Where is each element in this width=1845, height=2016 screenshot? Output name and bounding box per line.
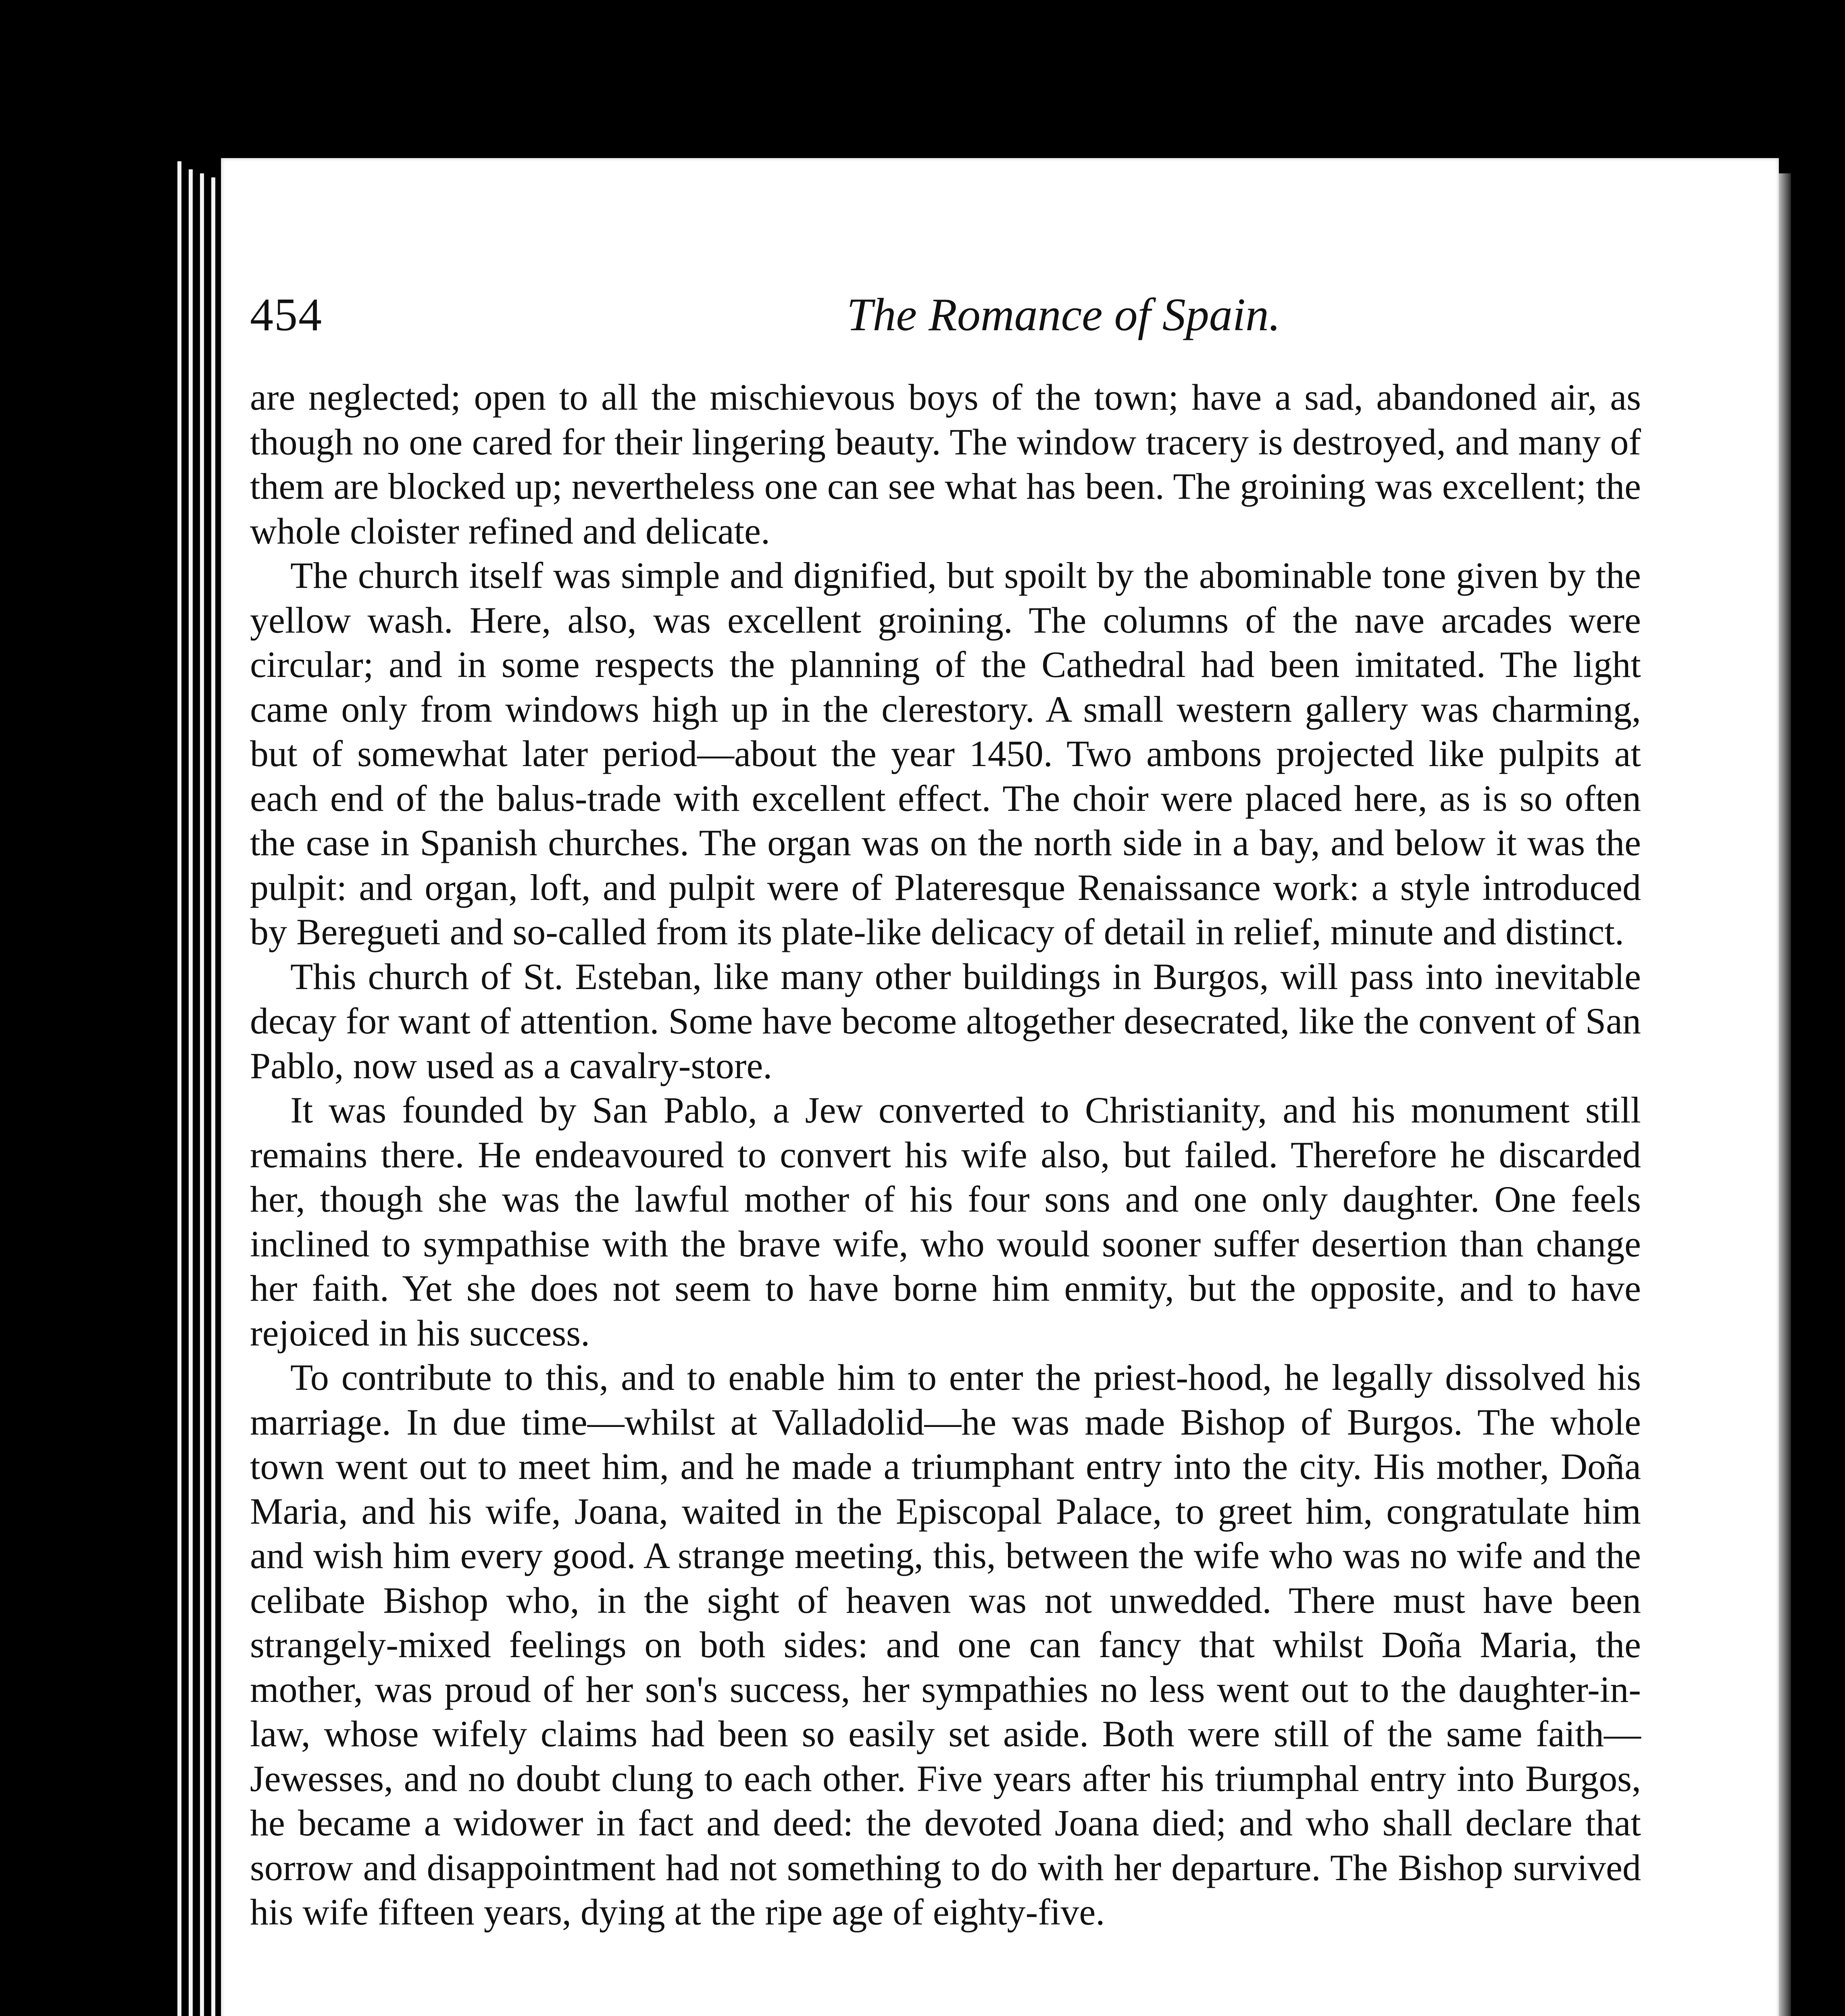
paragraph: This church of St. Esteban, like many other buildings in Burgos, will pass into inevitable decay for want of attention. Some have become altogether desecrated, like the convent of San Pablo, now used as a cavalry-store. <box>250 956 1641 1086</box>
page-edge <box>200 173 204 2016</box>
paragraph: It was founded by San Pablo, a Jew converted to Christianity, and his monument still remains there. He endeavoured to convert his wife also, but failed. Therefore he discarded her, though she was the lawful mother of his four sons and one only daughter. One feels inclined to sympathise with the brave wife, who would sooner suffer desertion than change her faith. Yet she does not seem to have borne him enmity, but the opposite, and to have rejoiced in his success. <box>250 1089 1641 1354</box>
page-number: 454 <box>250 289 323 341</box>
paragraph: are neglected; open to all the mischievous boys of the town; have a sad, abandoned air, as though no one cared for their lingering beauty. The window tracery is destroyed, and many of them are blocked up; nevertheless one can see what has been. The groining was excellent; the whole cloister refined and delicate. <box>250 377 1641 552</box>
page-edge <box>189 169 193 2016</box>
running-title: The Romance of Spain. <box>847 289 1281 341</box>
running-head <box>250 288 1540 353</box>
paragraph: The church itself was simple and dignified, but spoilt by the abominable tone given by the yellow wash. Here, also, was excellent groining. The columns of the nave arcades were circular; and in some respects the planning of the Cathedral had been imitated. The light came only from windows high up in the clerestory. A small western gallery was charming, but of somewhat later period—about the year 1450. Two ambons projected like pulpits at each end of the balus-trade with excellent effect. The choir were placed here, as is so often the case in Spanish churches. The organ was on the north side in a bay, and below it was the pulpit: and organ, loft, and pulpit were of Plateresque Renaissance work: a style introduced by Beregueti and so-called from its plate-like delicacy of detail in relief, minute and distinct. <box>250 555 1641 952</box>
page-edge <box>211 177 215 2016</box>
paragraph: To contribute to this, and to enable him to enter the priest-hood, he legally dissolved his marriage. In due time—whilst at Valladolid—he was made Bishop of Burgos. The whole town went out to meet him, and he made a triumphant entry into the city. His mother, Doña Maria, and his wife, Joana, waited in the Episcopal Palace, to greet him, congratulate him and wish him every good. A strange meeting, this, between the wife who was no wife and the celibate Bishop who, in the sight of heaven was not unwedded. There must have been strangely-mixed feelings on both sides: and one can fancy that whilst Doña Maria, the mother, was proud of her son's success, her sympathies no less went out to the daughter-in-law, whose wifely claims had been so easily set aside. Both were still of the same faith—Jewesses, and no doubt clung to each other. Five years after his triumphal entry into Burgos, he became a widower in fact and deed: the devoted Joana died; and who shall declare that sorrow and disappointment had not something to do with her departure. The Bishop survived his wife fifteen years, dying at the ripe age of eighty-five. <box>250 1357 1641 1933</box>
page-edge <box>177 161 181 2016</box>
binding-shadow <box>1779 173 1791 2016</box>
body-text <box>250 375 1641 1935</box>
